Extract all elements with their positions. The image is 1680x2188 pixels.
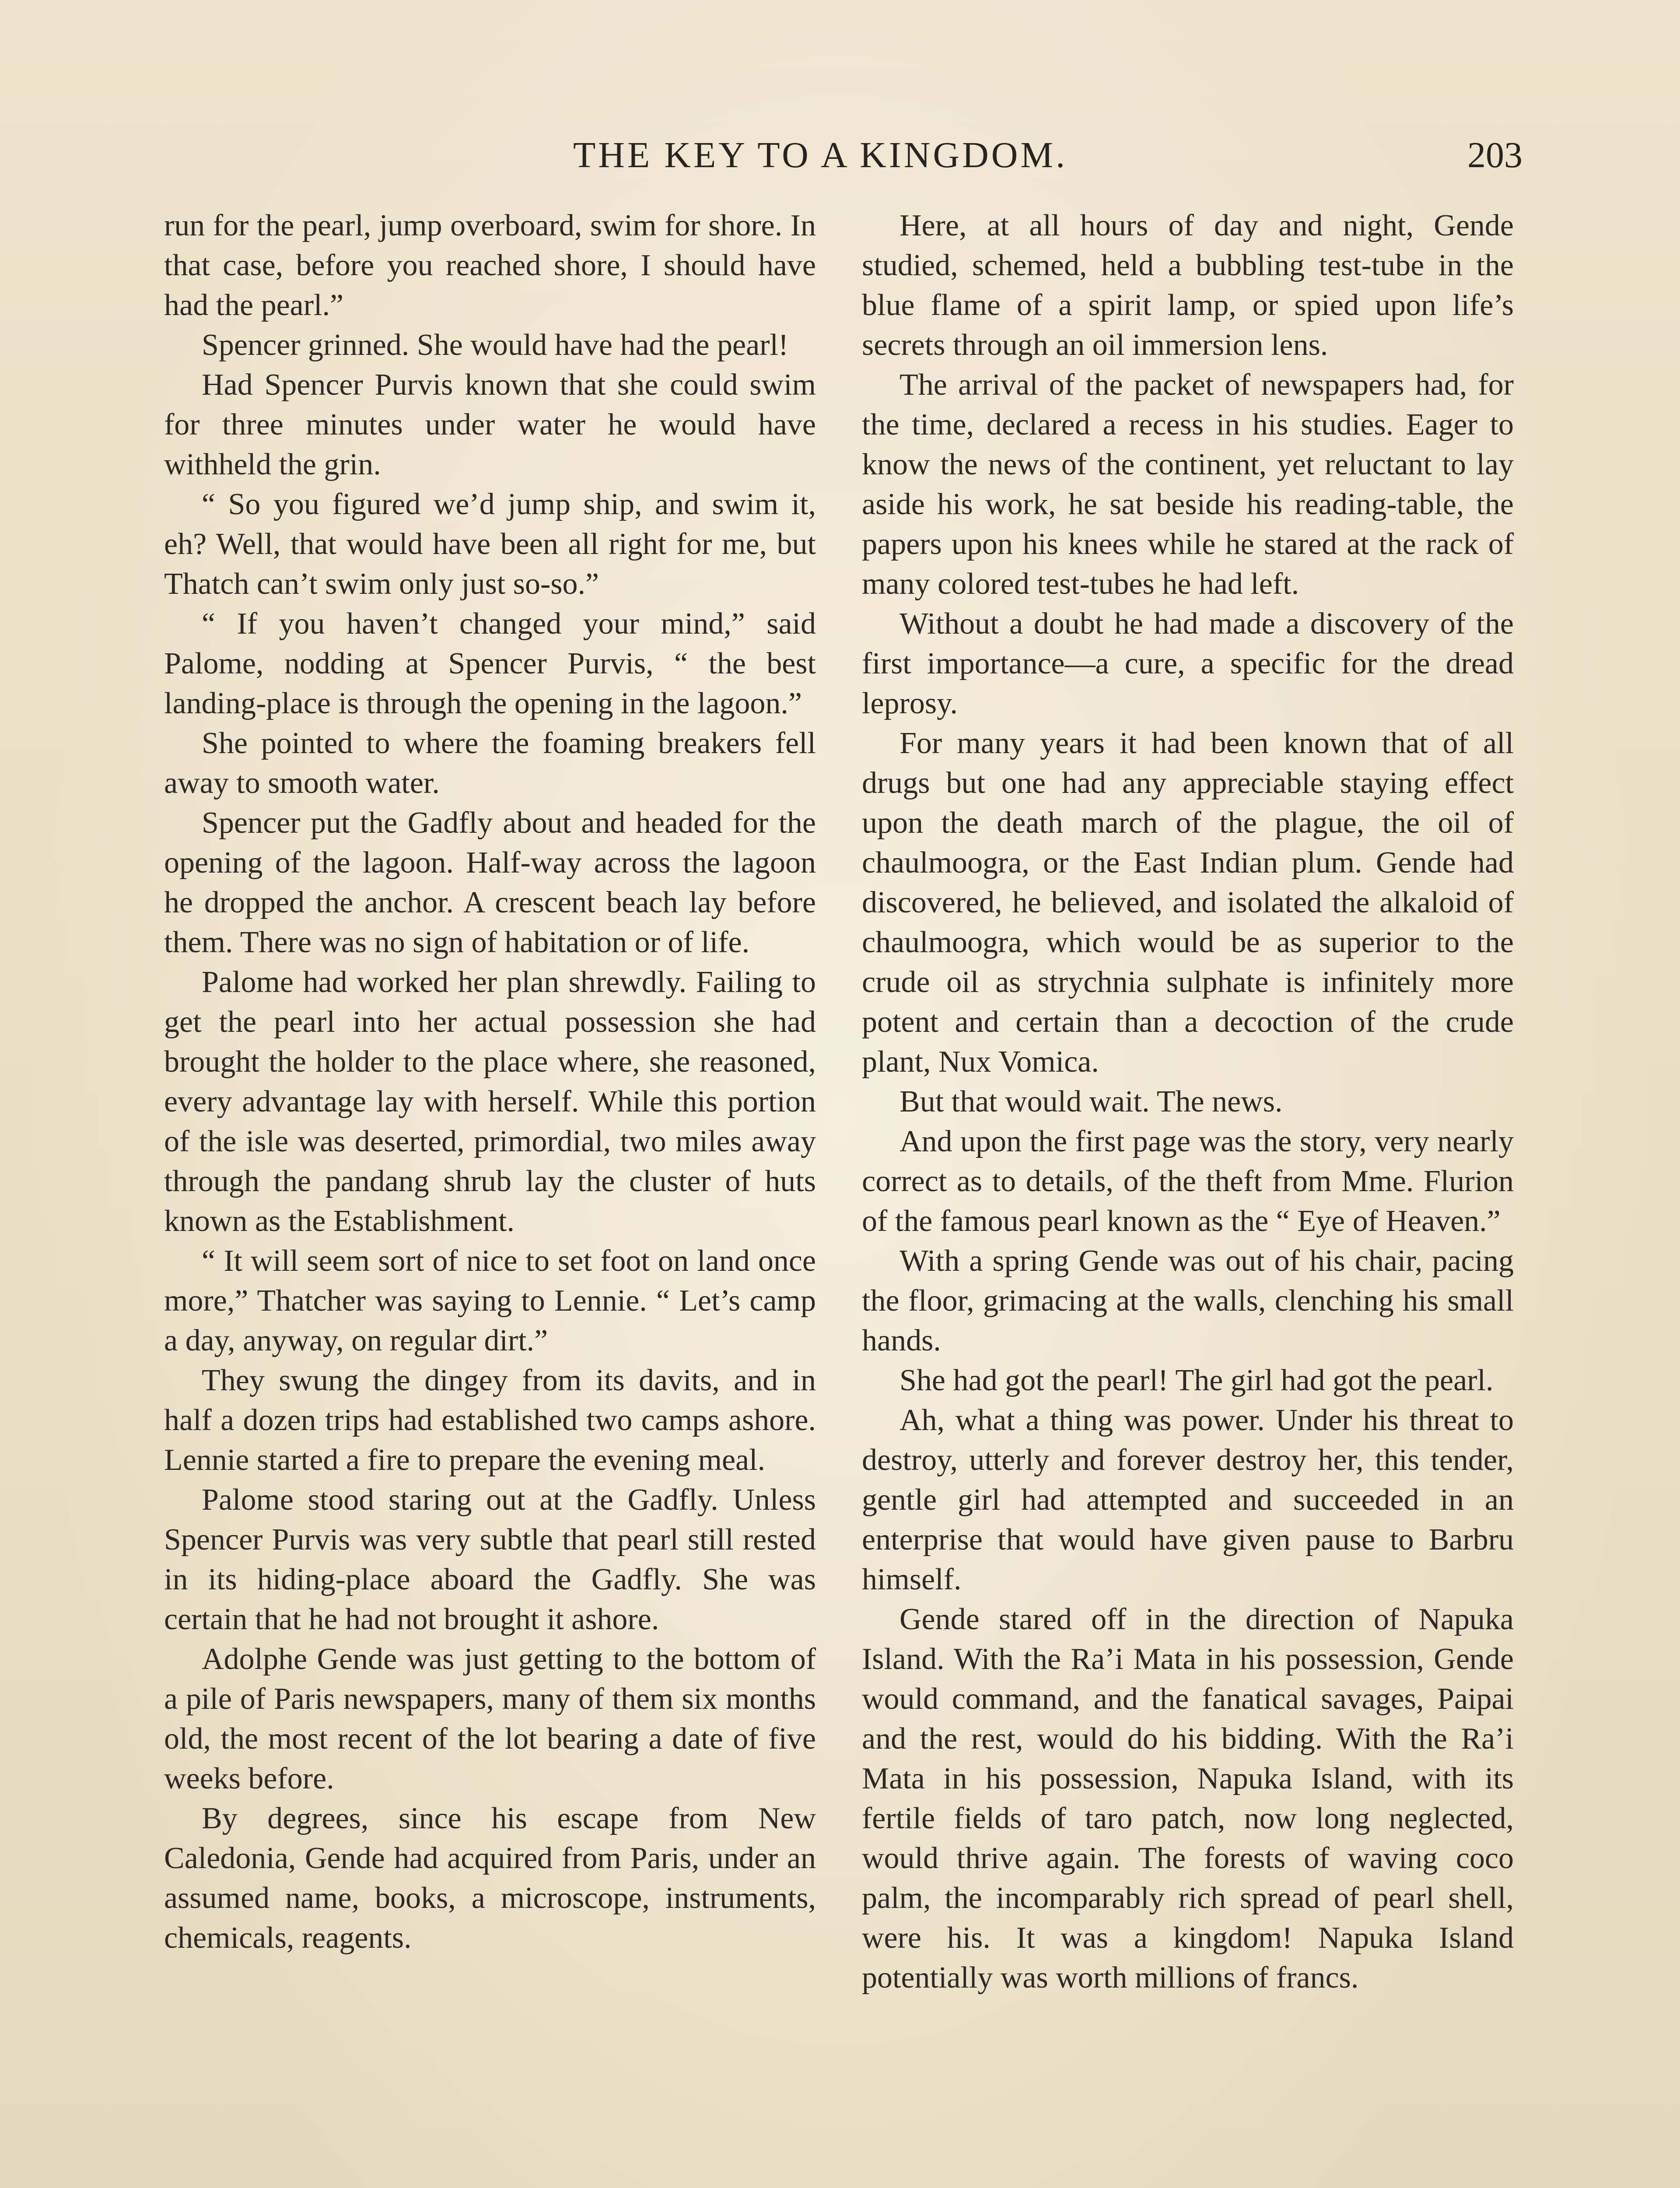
left-column xyxy=(164,206,816,1958)
paragraph: They swung the dingey from its davits, and in half a dozen trips had established two camps ashore. Lennie started a fire to prepare the evening meal. xyxy=(164,1364,816,1477)
paragraph: The arrival of the packet of newspapers had, for the time, declared a recess in his studies. Eager to know the news of the continent, yet reluctant to lay aside his work, he sat beside his reading-table, the papers upon his knees while he stared at the rack of many colored test-tubes he had left. xyxy=(862,368,1514,601)
paragraph: Had Spencer Purvis known that she could swim for three minutes under water he would have withheld the grin. xyxy=(164,368,816,481)
page-header xyxy=(166,131,1522,179)
paragraph: Spencer put the Gadfly about and headed for the opening of the lagoon. Half-way across the lagoon he dropped the anchor. A crescent beach lay before them. There was no sign of habitation or of life. xyxy=(164,806,816,959)
paragraph: run for the pearl, jump overboard, swim for shore. In that case, before you reached shore, I should have had the pearl.” xyxy=(164,209,816,322)
paragraph: For many years it had been known that of all drugs but one had any appreciable staying effect upon the death march of the plague, the oil of chaulmoogra, or the East Indian plum. Gende had discovered, he believed, and isolated the alkaloid of chaulmoogra, which would be as superior to the crude oil as strychnia sulphate is infinitely more potent and certain than a decoction of the crude plant, Nux Vomica. xyxy=(862,726,1514,1079)
paragraph: “ So you figured we’d jump ship, and swim it, eh? Well, that would have been all right for me, but Thatch can’t swim only just so-so.” xyxy=(164,487,816,601)
page-number: 203 xyxy=(1467,135,1522,175)
paragraph: By degrees, since his escape from New Caledonia, Gende had acquired from Paris, under an assumed name, books, a microscope, instruments, chemicals, reagents. xyxy=(164,1802,816,1955)
paragraph: Gende stared off in the direction of Napuka Island. With the Ra’i Mata in his possession, Gende would command, and the fanatical savages, Paipai and the rest, would do his bidding. With the Ra’i Mata in his possession, Napuka Island, with its fertile fields of taro patch, now long neglected, would thrive again. The forests of waving coco palm, the incomparably rich spread of pearl shell, were his. It was a kingdom! Napuka Island potentially was worth millions of francs. xyxy=(862,1602,1514,1995)
paragraph: Palome stood staring out at the Gadfly. Unless Spencer Purvis was very subtle that pearl still rested in its hiding-place aboard the Gadfly. She was certain that he had not brought it ashore. xyxy=(164,1483,816,1636)
paragraph: Here, at all hours of day and night, Gende studied, schemed, held a bubbling test-tube in the blue flame of a spirit lamp, or spied upon life’s secrets through an oil immersion lens. xyxy=(862,209,1514,362)
paragraph: Adolphe Gende was just getting to the bottom of a pile of Paris newspapers, many of them six months old, the most recent of the lot bearing a date of five weeks before. xyxy=(164,1642,816,1795)
right-column xyxy=(862,206,1514,1998)
running-title: THE KEY TO A KINGDOM. xyxy=(573,135,1068,175)
paragraph: She had got the pearl! The girl had got the pearl. xyxy=(900,1364,1494,1397)
paragraph: Without a doubt he had made a discovery of the first importance—a cure, a specific for the dread leprosy. xyxy=(862,607,1514,720)
paragraph: And upon the first page was the story, very nearly correct as to details, of the theft from Mme. Flurion of the famous pearl known as the “ Eye of Heaven.” xyxy=(862,1125,1514,1238)
paragraph: Palome had worked her plan shrewdly. Failing to get the pearl into her actual possession she had brought the holder to the place where, she reasoned, every advantage lay with herself. While this portion of the isle was deserted, primordial, two miles away through the pandang shrub lay the cluster of huts known as the Establishment. xyxy=(164,965,816,1238)
paragraph: “ If you haven’t changed your mind,” said Palome, nodding at Spencer Purvis, “ the best landing-place is through the opening in the lagoon.” xyxy=(164,607,816,720)
paragraph: “ It will seem sort of nice to set foot on land once more,” Thatcher was saying to Lennie. “ Let’s camp a day, anyway, on regular dirt.” xyxy=(164,1244,816,1357)
paragraph: But that would wait. The news. xyxy=(900,1085,1283,1119)
paragraph: With a spring Gende was out of his chair, pacing the floor, grimacing at the walls, clenching his small hands. xyxy=(862,1244,1514,1357)
paragraph: She pointed to where the foaming breakers fell away to smooth water. xyxy=(164,726,816,800)
paragraph: Ah, what a thing was power. Under his threat to destroy, utterly and forever destroy her, this tender, gentle girl had attempted and succeeded in an enterprise that would have given pause to Barbru himself. xyxy=(862,1403,1514,1596)
paragraph: Spencer grinned. She would have had the pearl! xyxy=(202,328,789,362)
